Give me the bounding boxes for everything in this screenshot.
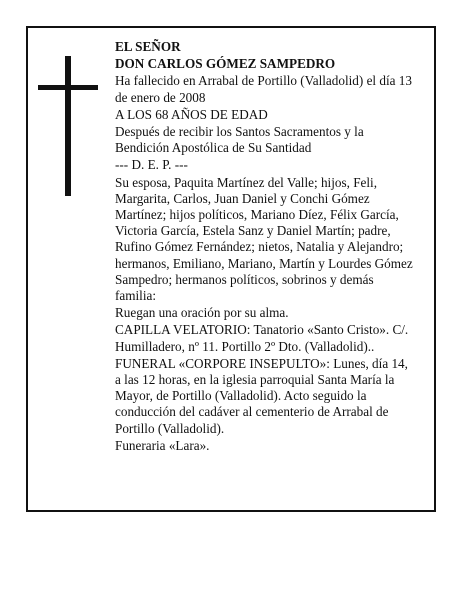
family-paragraph: Su esposa, Paquita Martínez del Valle; hijos, Feli, Margarita, Carlos, Juan Daniel y Conchi Gómez Martínez; hijos políticos, Mariano Díez, Félix García, Victoria García, Estela Sanz y Daniel Martín; padre, Rufino Gómez Fernández; nietos, Natalia y Alejandro; hermanos, Emiliano, Mariano, Martín y Lourdes Gómez Sampedro; hermanos políticos, sobrinos y demás familia:	[115, 174, 413, 304]
obituary-text	[115, 39, 415, 455]
deceased-name: DON CARLOS GÓMEZ SAMPEDRO	[115, 56, 336, 72]
death-statement: Ha fallecido en Arrabal de Portillo (Valladolid) el día 13 de enero de 2008	[115, 73, 412, 105]
sacraments-statement: Después de recibir los Santos Sacramentos y la Bendición Apostólica de Su Santidad	[115, 124, 364, 156]
chapel-info: CAPILLA VELATORIO: Tanatorio «Santo Cristo». C/. Humilladero, nº 11. Portillo 2º Dto. (Valladolid)..	[115, 322, 409, 354]
notice-title: EL SEÑOR	[115, 39, 181, 54]
cross-icon-bar	[38, 85, 98, 90]
age-statement: A LOS 68 AÑOS DE EDAD	[115, 106, 268, 122]
funeral-home: Funeraria «Lara».	[115, 437, 210, 453]
rip-line: --- D. E. P. ---	[115, 157, 188, 173]
cross-icon	[65, 56, 71, 196]
prayer-request: Ruegan una oración por su alma.	[115, 305, 289, 321]
funeral-info: FUNERAL «CORPORE INSEPULTO»: Lunes, día 14, a las 12 horas, en la iglesia parroquial Santa María la Mayor, de Portillo (Valladolid). Acto seguido la conducción del cadáver al cementerio de Arrabal de Portillo (Valladolid).	[115, 355, 408, 436]
